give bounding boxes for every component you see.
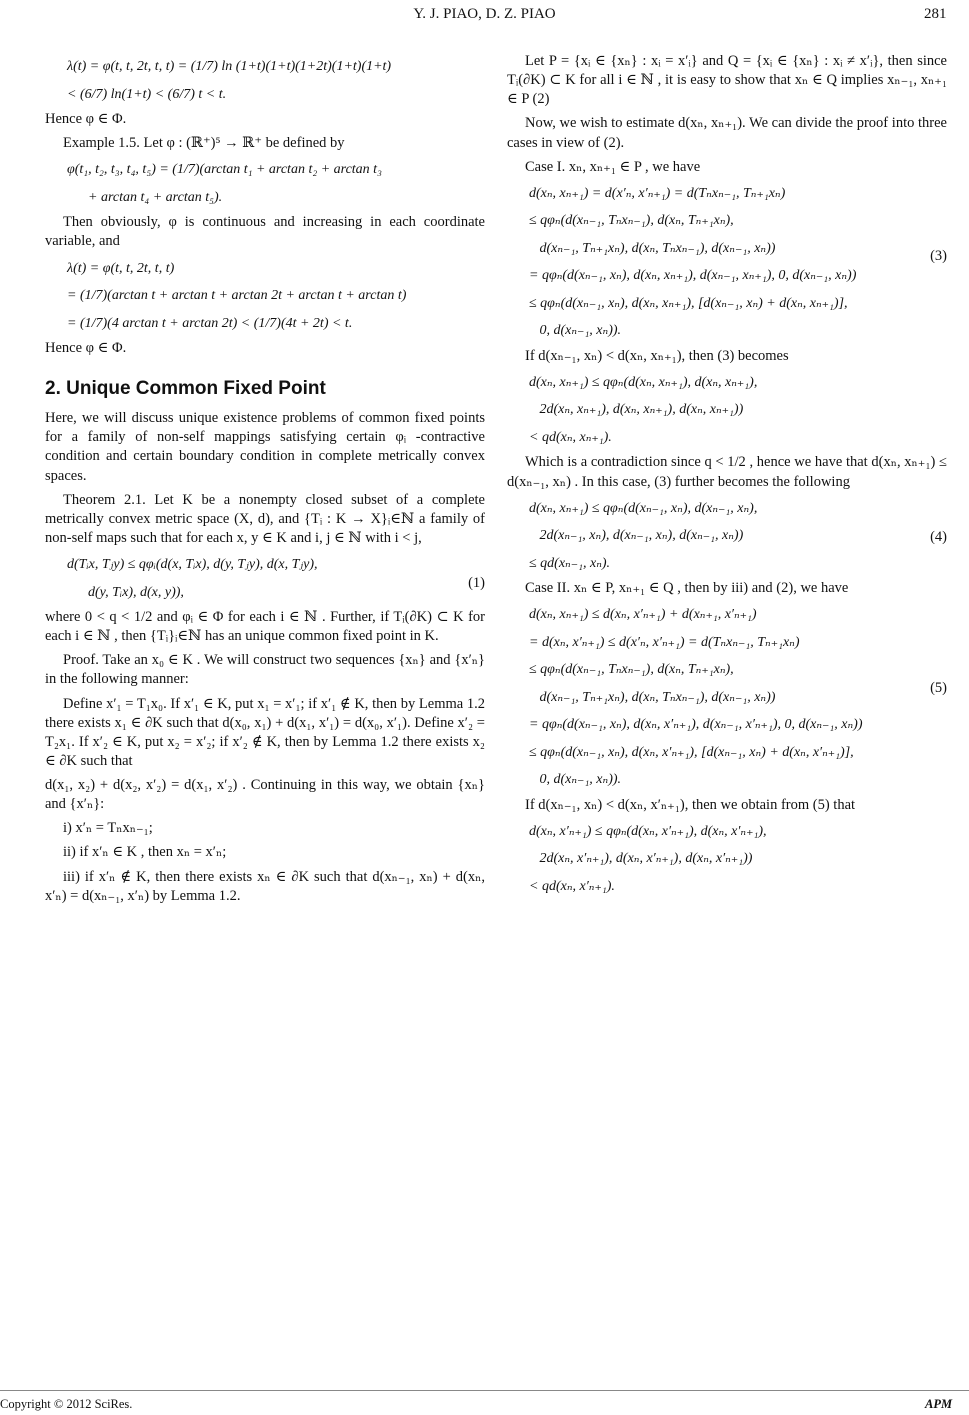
equation-number: (4) [930, 529, 947, 546]
equation-line: < (6/7) ln(1+t) < (6/7) t < t. [67, 86, 227, 102]
equation [507, 371, 947, 451]
equation [45, 55, 485, 107]
paragraph: i) x′ₙ = Tₙxₙ₋₁; [63, 820, 153, 837]
equation-line: = (1/7)(4 arctan t + arctan 2t) < (1/7)(4t + 2t) < t. [67, 315, 353, 331]
paragraph: Case II. xₙ ∈ P, xₙ₊₁ ∈ Q , then by iii) and (2), we have [525, 580, 849, 597]
equation-line: ≤ qφₙ(d(xₙ₋₁, Tₙxₙ₋₁), d(xₙ, Tₙ₊₁xₙ), [529, 213, 734, 229]
section-heading: 2. Unique Common Fixed Point [45, 378, 326, 400]
equation-number: (3) [930, 247, 947, 264]
equation-line: = d(xₙ, x′ₙ₊₁) ≤ d(x′ₙ, x′ₙ₊₁) = d(Tₙxₙ₋₁, Tₙ₊₁xₙ) [529, 634, 800, 650]
equation [507, 820, 947, 900]
equation-number: (5) [930, 680, 947, 697]
equation-line: + arctan t₄ + arctan t₅). [67, 189, 223, 205]
equation [45, 257, 485, 337]
equation-line: = qφₙ(d(xₙ₋₁, xₙ), d(xₙ, xₙ₊₁), d(xₙ₋₁, xₙ₊₁), 0, d(xₙ₋₁, xₙ)) [529, 268, 857, 284]
paragraph: Theorem 2.1. Let K be a nonempty closed subset of a complete metrically convex metric space (X, d), and {Tᵢ : K → X}ᵢ∈ℕ a family of non-self maps such that for each x, y ∈ K and i, j ∈ ℕ with i < j, [45, 491, 485, 546]
paragraph: d(x₁, x₂) + d(x₂, x′₂) = d(x₁, x′₂) . Continuing in this way, we obtain {xₙ} and {x′ₙ}: [45, 777, 485, 813]
equation-line: < qd(xₙ, xₙ₊₁). [529, 429, 612, 445]
paragraph: Proof. Take an x₀ ∈ K . We will construct two sequences {xₙ} and {x′ₙ} in the following manner: [45, 652, 485, 688]
equation-line: ≤ qφₙ(d(xₙ₋₁, Tₙxₙ₋₁), d(xₙ, Tₙ₊₁xₙ), [529, 662, 734, 678]
footer-rule [0, 1390, 969, 1391]
equation-line: φ(t₁, t₂, t₃, t₄, t₅) = (1/7)(arctan t₁ + arctan t₂ + arctan t₃ [67, 162, 382, 178]
paragraph: If d(xₙ₋₁, xₙ) < d(xₙ, xₙ₊₁), then (3) becomes [525, 347, 789, 364]
equation-line: = qφₙ(d(xₙ₋₁, xₙ), d(xₙ, x′ₙ₊₁), d(xₙ₋₁, x′ₙ₊₁), 0, d(xₙ₋₁, xₙ)) [529, 717, 863, 733]
equation-line: = (1/7)(arctan t + arctan t + arctan 2t + arctan t + arctan t) [67, 288, 407, 303]
equation-line: d(xₙ, xₙ₊₁) ≤ qφₙ(d(xₙ₋₁, xₙ), d(xₙ₋₁, xₙ), [529, 500, 758, 516]
paragraph: Hence φ ∈ Φ. [45, 111, 127, 127]
paragraph: Hence φ ∈ Φ. [45, 340, 127, 356]
paragraph: Example 1.5. Let φ : (ℝ⁺)⁵ → ℝ⁺ be defined by [63, 135, 345, 152]
paragraph: Here, we will discuss unique existence problems of common fixed points for a family of non-self mappings satisfying certain φᵢ -contractive condition and certain boundary condition in complete metrically convex spaces. [45, 410, 485, 484]
equation-line: ≤ qd(xₙ₋₁, xₙ). [529, 555, 611, 571]
journal-abbrev: APM [925, 1397, 953, 1411]
equation-line: λ(t) = φ(t, t, 2t, t, t) = (1/7) ln (1+t)(1+t)(1+2t)(1+t)(1+t) [67, 59, 392, 74]
paragraph: ii) if x′ₙ ∈ K , then xₙ = x′ₙ; [63, 844, 227, 861]
equation [507, 497, 947, 577]
equation-line: 2d(xₙ, x′ₙ₊₁), d(xₙ, x′ₙ₊₁), d(xₙ, x′ₙ₊₁)) [529, 851, 753, 867]
equation-line: < qd(xₙ, x′ₙ₊₁). [529, 878, 615, 894]
equation-line: 0, d(xₙ₋₁, xₙ)). [529, 323, 622, 339]
equation-line: ≤ qφₙ(d(xₙ₋₁, xₙ), d(xₙ, xₙ₊₁), [d(xₙ₋₁, xₙ) + d(xₙ, xₙ₊₁)], [529, 295, 848, 311]
paragraph: Case I. xₙ, xₙ₊₁ ∈ P , we have [525, 158, 701, 175]
equation-line: 2d(xₙ₋₁, xₙ), d(xₙ₋₁, xₙ), d(xₙ₋₁, xₙ)) [529, 528, 744, 544]
equation-number: (1) [468, 574, 485, 591]
equation-line: d(xₙ, xₙ₊₁) ≤ d(xₙ, x′ₙ₊₁) + d(xₙ₊₁, x′ₙ₊₁) [529, 607, 757, 623]
equation-line: ≤ qφₙ(d(xₙ₋₁, xₙ), d(xₙ, x′ₙ₊₁), [d(xₙ₋₁, xₙ) + d(xₙ, x′ₙ₊₁)], [529, 744, 854, 760]
equation [507, 603, 947, 793]
paragraph: If d(xₙ₋₁, xₙ) < d(xₙ, x′ₙ₊₁), then we obtain from (5) that [525, 796, 856, 813]
paragraph: Which is a contradiction since q < 1/2 , hence we have that d(xₙ, xₙ₊₁) ≤ d(xₙ₋₁, xₙ) . In this case, (3) further becomes the following [507, 454, 947, 490]
equation-line: d(y, Tᵢx), d(x, y)), [67, 584, 184, 600]
equation-line: d(xₙ, xₙ₊₁) ≤ qφₙ(d(xₙ, xₙ₊₁), d(xₙ, xₙ₊₁), [529, 374, 758, 390]
equation-line: d(xₙ, xₙ₊₁) = d(x′ₙ, x′ₙ₊₁) = d(Tₙxₙ₋₁, Tₙ₊₁xₙ) [529, 185, 786, 201]
paragraph: where 0 < q < 1/2 and φᵢ ∈ Φ for each i ∈ ℕ . Further, if Tᵢ(∂K) ⊂ K for each i ∈ ℕ , then {Tᵢ}ᵢ∈ℕ has an unique common fixed point in K. [45, 609, 485, 645]
left-column [45, 52, 485, 911]
equation-line: d(xₙ₋₁, Tₙ₊₁xₙ), d(xₙ, Tₙxₙ₋₁), d(xₙ₋₁, xₙ)) [529, 689, 776, 705]
equation-line: 0, d(xₙ₋₁, xₙ)). [529, 772, 622, 788]
paragraph: iii) if x′ₙ ∉ K, then there exists xₙ ∈ ∂K such that d(xₙ₋₁, xₙ) + d(xₙ, x′ₙ) = d(xₙ₋₁, x′ₙ) by Lemma 1.2. [45, 868, 485, 904]
equation [507, 182, 947, 344]
paragraph: Now, we wish to estimate d(xₙ, xₙ₊₁). We can divide the proof into three cases in view of (2). [507, 115, 947, 151]
page-number: 281 [924, 6, 947, 22]
copyright-notice: Copyright © 2012 SciRes. [0, 1397, 133, 1411]
equation-line: d(xₙ, x′ₙ₊₁) ≤ qφₙ(d(xₙ, x′ₙ₊₁), d(xₙ, x′ₙ₊₁), [529, 823, 767, 839]
right-column [507, 52, 947, 902]
equation-line: d(Tᵢx, Tⱼy) ≤ qφᵢ(d(x, Tᵢx), d(y, Tⱼy), d(x, Tⱼy), [67, 557, 318, 573]
equation-line: λ(t) = φ(t, t, 2t, t, t) [67, 260, 175, 276]
paragraph: Let P = {xᵢ ∈ {xₙ} : xᵢ = x′ᵢ} and Q = {xᵢ ∈ {xₙ} : xᵢ ≠ x′ᵢ}, then since Tᵢ(∂K) ⊂ K for all i ∈ ℕ , it is easy to show that xₙ ∈ Q implies xₙ₋₁, xₙ₊₁ ∈ P (2) [507, 53, 947, 108]
equation [45, 158, 485, 210]
paragraph: Then obviously, φ is continuous and increasing in each coordinate variable, and [45, 214, 485, 250]
equation-line: 2d(xₙ, xₙ₊₁), d(xₙ, xₙ₊₁), d(xₙ, xₙ₊₁)) [529, 402, 744, 418]
equation [45, 553, 485, 605]
running-header: Y. J. PIAO, D. Z. PIAO [413, 6, 556, 22]
equation-line: d(xₙ₋₁, Tₙ₊₁xₙ), d(xₙ, Tₙxₙ₋₁), d(xₙ₋₁, xₙ)) [529, 240, 776, 256]
paragraph: Define x′₁ = T₁x₀. If x′₁ ∈ K, put x₁ = x′₁; if x′₁ ∉ K, then by Lemma 1.2 there exists x₁ ∈ ∂K such that d(x₀, x₁) + d(x₁, x′₁) = d(x₀, x′₁). Define x′₂ = T₂x₁. If x′₂ ∈ K, put x₂ = x′₂; if x′₂ ∉ K, then by Lemma 1.2 there exists x₂ ∈ ∂K such that [45, 695, 485, 769]
